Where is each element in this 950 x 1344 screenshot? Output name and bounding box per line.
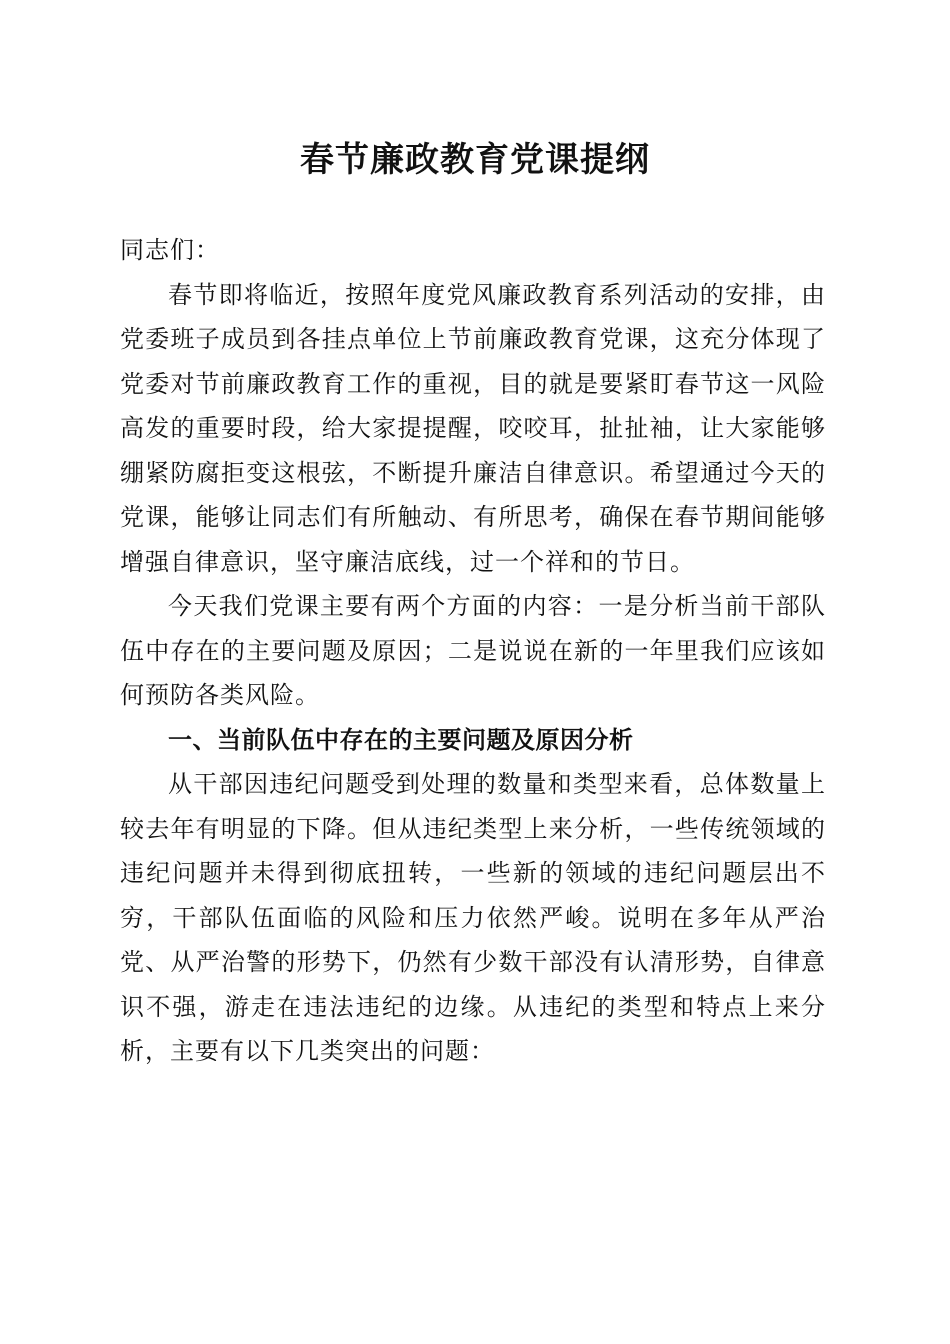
salutation: 同志们： [120, 236, 220, 264]
section-heading: 一、当前队伍中存在的主要问题及原因分析 [168, 725, 634, 754]
paragraph-outline: 今天我们党课主要有两个方面的内容：一是分析当前干部队伍中存在的主要问题及原因；二是说说在新的一年里我们应该如何预防各类风险。 [120, 592, 826, 709]
document-body [120, 228, 826, 1074]
section-paragraph: 从干部因违纪问题受到处理的数量和类型来看，总体数量上较去年有明显的下降。但从违纪类型上来分析，一些传统领域的违纪问题并未得到彻底扭转，一些新的领域的违纪问题层出不穷，干部队伍面临的风险和压力依然严峻。说明在多年从严治党、从严治警的形势下，仍然有少数干部没有认清形势，自律意识不强，游走在违法违纪的边缘。从违纪的类型和特点上来分析，主要有以下几类突出的问题： [120, 770, 826, 1065]
paragraph-intro: 春节即将临近，按照年度党风廉政教育系列活动的安排，由党委班子成员到各挂点单位上节前廉政教育党课，这充分体现了党委对节前廉政教育工作的重视，目的就是要紧盯春节这一风险高发的重要时段，给大家提提醒，咬咬耳，扯扯袖，让大家能够绷紧防腐拒变这根弦，不断提升廉洁自律意识。希望通过今天的党课，能够让同志们有所触动、有所思考，确保在春节期间能够增强自律意识，坚守廉洁底线，过一个祥和的节日。 [120, 280, 826, 576]
document-title: 春节廉政教育党课提纲 [300, 140, 650, 180]
